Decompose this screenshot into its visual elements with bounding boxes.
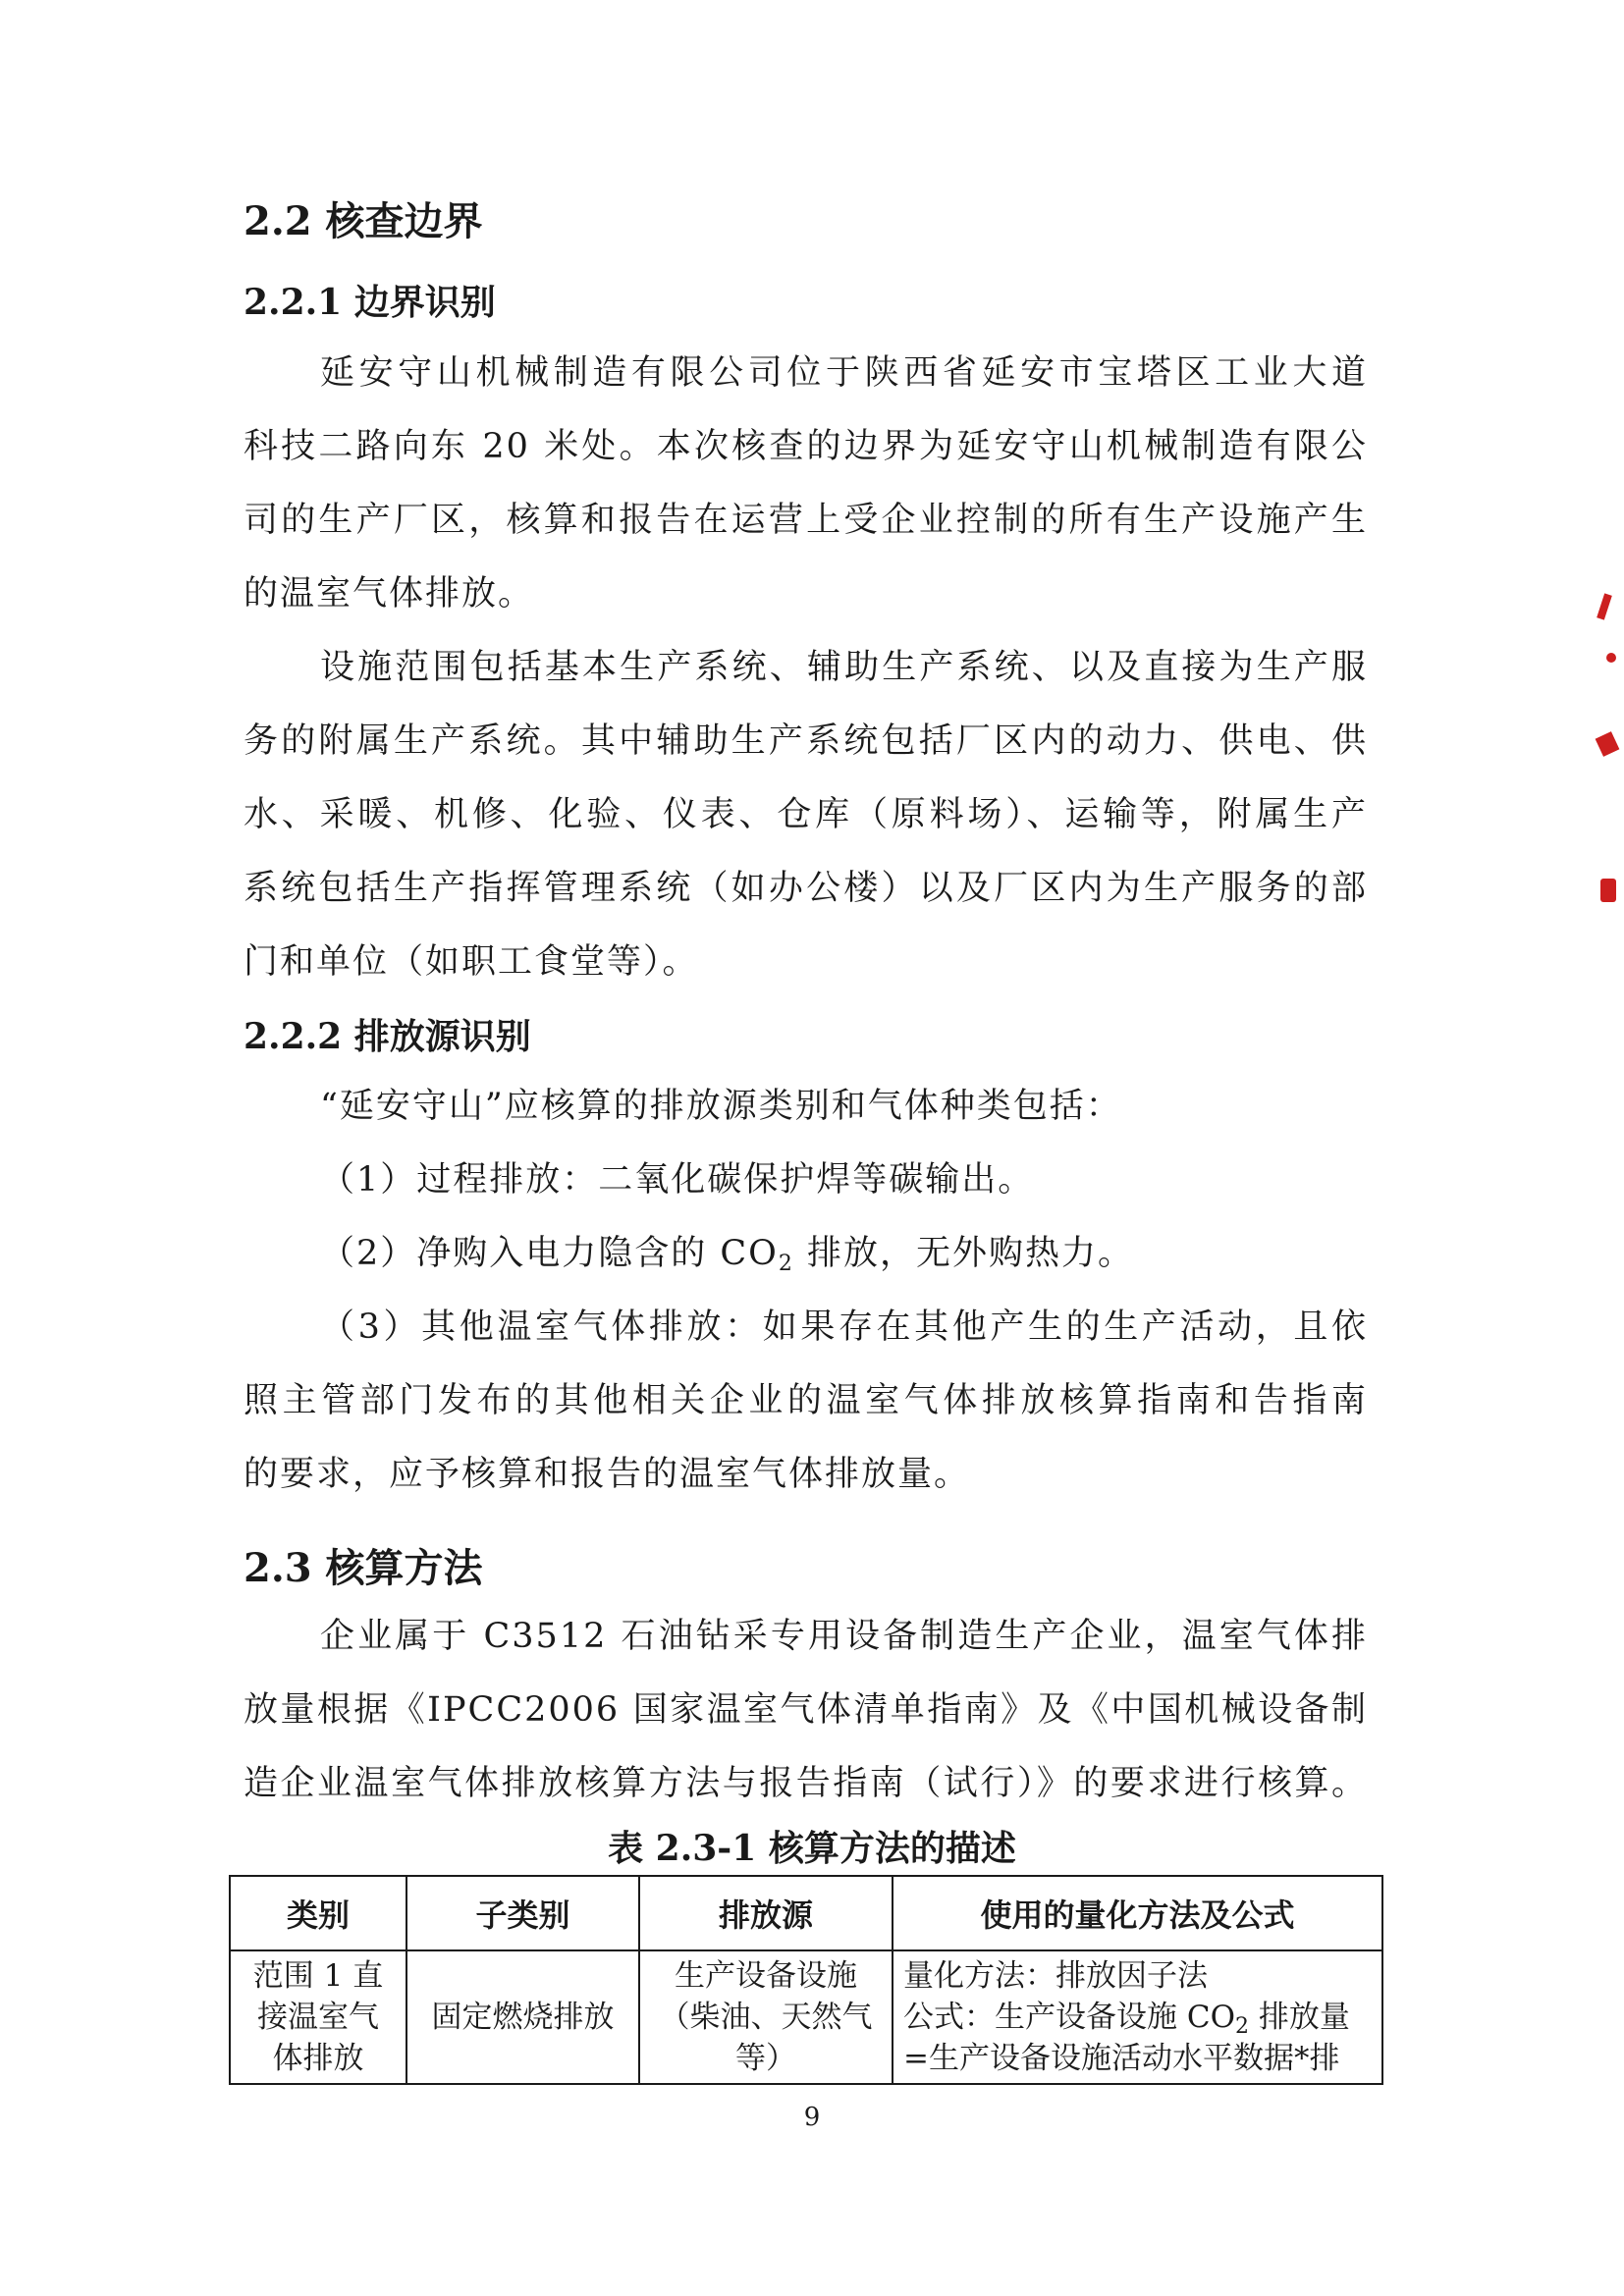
text-line: 的温室气体排放。	[244, 574, 535, 614]
text-line: 造企业温室气体排放核算方法与报告指南（试行）》的要求进行核算。	[244, 1764, 1368, 1803]
emission-source-list	[244, 1070, 1368, 1512]
boundary-paragraph-1	[244, 337, 1368, 631]
section-2-2-1-heading: 2.2.1 边界识别	[244, 282, 496, 323]
cell-line: 生产设备设施	[675, 1958, 857, 1994]
text-line: 延安守山机械制造有限公司位于陕西省延安市宝塔区工业大道	[320, 353, 1368, 393]
column-header: 排放源	[639, 1876, 893, 1950]
table-row	[230, 1950, 1382, 2084]
cell-line: 等）	[735, 2041, 796, 2076]
text-line: 司的生产厂区，核算和报告在运营上受企业控制的所有生产设施产生	[244, 501, 1368, 540]
text-line: “延安守山”应核算的排放源类别和气体种类包括：	[320, 1087, 1122, 1126]
column-header: 子类别	[406, 1876, 639, 1950]
method-paragraph	[244, 1600, 1368, 1821]
section-2-3-heading: 2.3 核算方法	[244, 1545, 483, 1591]
list-item: （1）过程排放：二氧化碳保护焊等碳输出。	[320, 1160, 1035, 1200]
section-2-2-heading: 2.2 核查边界	[244, 198, 483, 244]
list-item: （3）其他温室气体排放：如果存在其他产生的生产活动，且依	[320, 1308, 1368, 1347]
seal-stamp-fragment	[1600, 879, 1616, 902]
list-item	[244, 1217, 1368, 1291]
cell-text: 公式：生产设备设施 CO	[903, 2000, 1235, 2035]
list-item-text: 排放，无外购热力。	[793, 1234, 1135, 1273]
cell-line	[903, 1997, 1372, 2038]
section-2-2-2-heading: 2.2.2 排放源识别	[244, 1016, 531, 1057]
source-cell	[639, 1950, 893, 2084]
cell-line: 量化方法：排放因子法	[903, 1958, 1208, 1994]
text-line: 的要求，应予核算和报告的温室气体排放量。	[244, 1455, 971, 1494]
column-header: 使用的量化方法及公式	[893, 1876, 1382, 1950]
seal-stamp-fragment	[1597, 593, 1612, 619]
cell-line: 范围 1 直	[252, 1958, 384, 1994]
text-line: 水、采暖、机修、化验、仪表、仓库（原料场）、运输等，附属生产	[244, 795, 1368, 834]
cell-line: =生产设备设施活动水平数据*排	[903, 2041, 1340, 2076]
table-header-row	[230, 1876, 1382, 1950]
cell-line: 接温室气	[257, 2000, 379, 2035]
text-line: 务的附属生产系统。其中辅助生产系统包括厂区内的动力、供电、供	[244, 721, 1368, 761]
list-item-text: （2）净购入电力隐含的 CO	[320, 1234, 779, 1273]
text-line: 系统包括生产指挥管理系统（如办公楼）以及厂区内为生产服务的部	[244, 869, 1368, 908]
cell-line: 体排放	[272, 2041, 364, 2076]
category-cell	[230, 1950, 406, 2084]
text-line: 设施范围包括基本生产系统、辅助生产系统、以及直接为生产服	[320, 648, 1368, 687]
text-line: 企业属于 C3512 石油钻采专用设备制造生产企业，温室气体排	[320, 1617, 1368, 1656]
text-line: 放量根据《IPCC2006 国家温室气体清单指南》及《中国机械设备制	[244, 1690, 1368, 1730]
table-caption: 表 2.3-1 核算方法的描述	[608, 1828, 1016, 1869]
seal-stamp-fragment	[1606, 653, 1616, 663]
text-line: 科技二路向东 20 米处。本次核查的边界为延安守山机械制造有限公	[244, 427, 1368, 466]
subcategory-cell: 固定燃烧排放	[406, 1950, 639, 2084]
method-table	[229, 1875, 1383, 2085]
cell-line: （柴油、天然气	[659, 2000, 873, 2035]
text-line: 照主管部门发布的其他相关企业的温室气体排放核算指南和告指南	[244, 1381, 1368, 1420]
method-cell	[893, 1950, 1382, 2084]
page-number: 9	[803, 2103, 821, 2132]
text-line: 门和单位（如职工食堂等）。	[244, 942, 699, 982]
column-header: 类别	[230, 1876, 406, 1950]
subscript: 2	[1235, 2014, 1249, 2039]
subscript: 2	[778, 1252, 794, 1276]
boundary-paragraph-2	[244, 631, 1368, 999]
seal-stamp-fragment	[1596, 731, 1620, 757]
cell-text: 排放量	[1249, 2000, 1350, 2035]
